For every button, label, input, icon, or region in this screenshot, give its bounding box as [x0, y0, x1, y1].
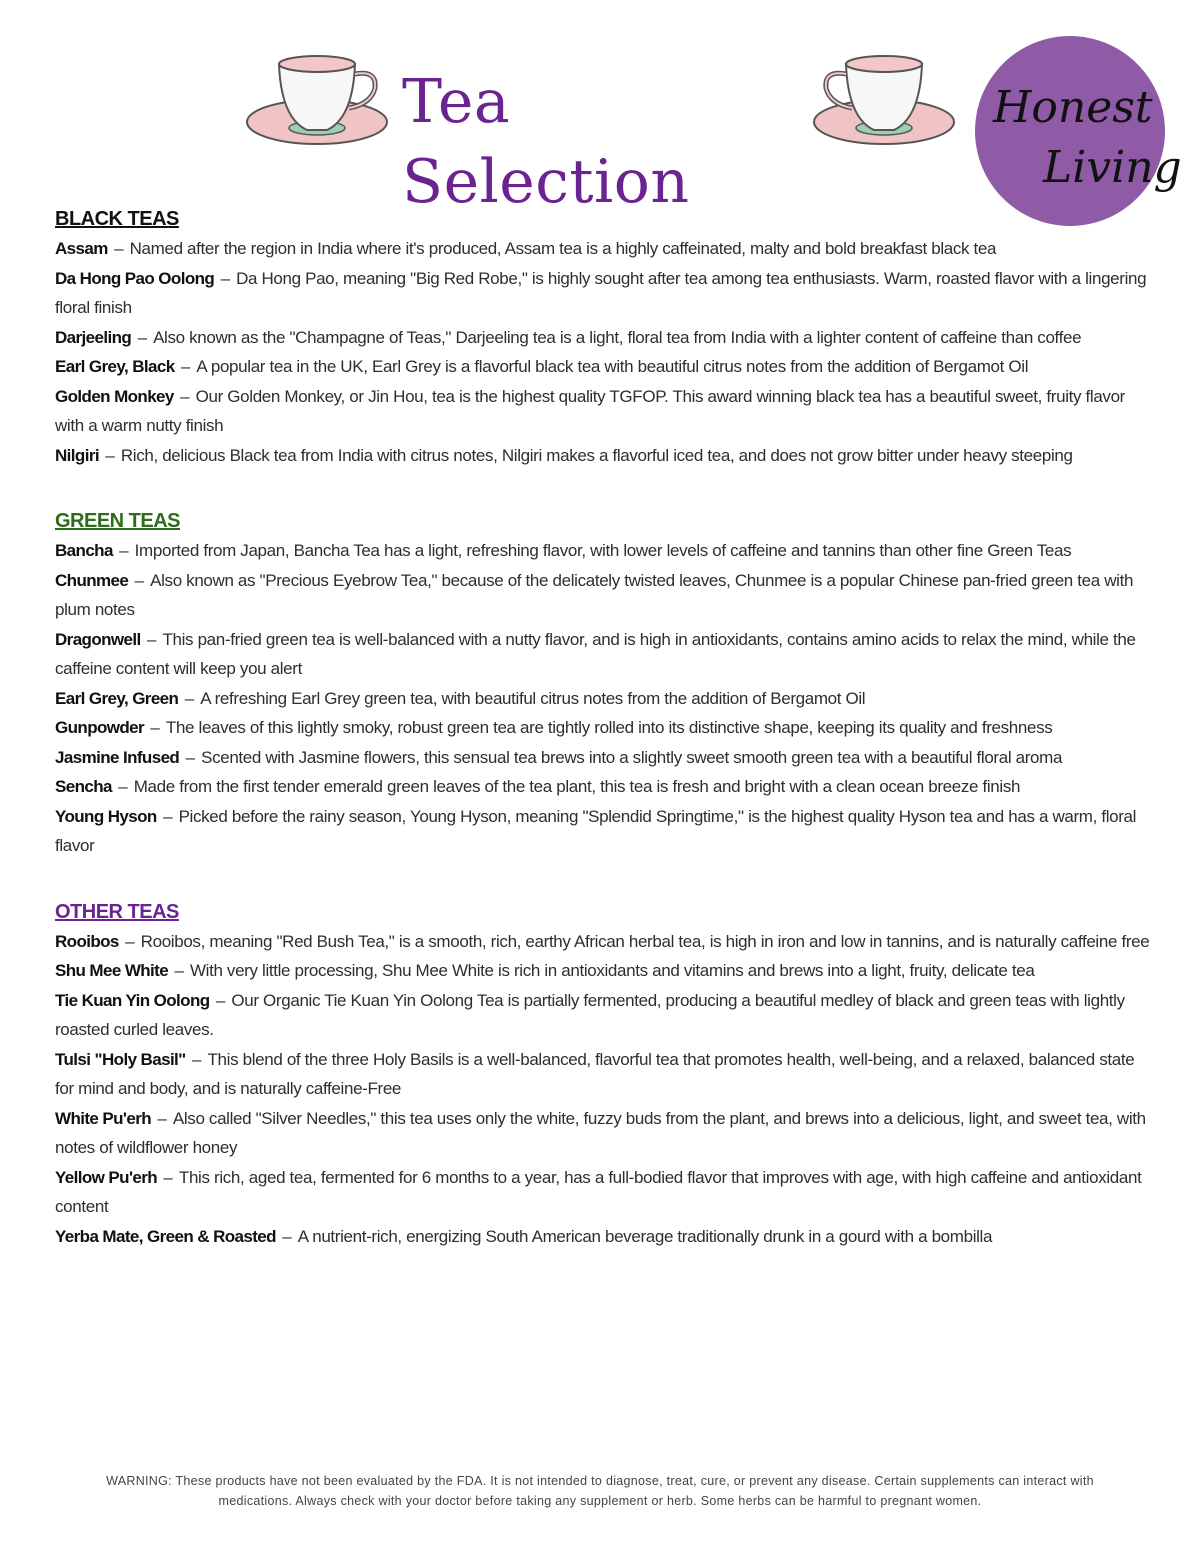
tea-item: [55, 323, 1150, 353]
tea-description: Also known as the "Champagne of Teas," Darjeeling tea is a light, floral tea from India with a lighter content of caffeine than coffee: [153, 327, 1082, 347]
tea-item: [55, 1163, 1150, 1222]
tea-name: Tulsi "Holy Basil": [55, 1049, 186, 1069]
section-green-teas: [55, 506, 1150, 861]
section-black-teas: [55, 204, 1150, 470]
tea-item: [55, 382, 1150, 441]
separator: –: [146, 718, 164, 737]
tea-item: [55, 1045, 1150, 1104]
tea-name: Young Hyson: [55, 806, 157, 826]
tea-name: Yerba Mate, Green & Roasted: [55, 1226, 276, 1246]
separator: –: [153, 1108, 171, 1128]
separator: –: [187, 1049, 206, 1069]
tea-name: White Pu'erh: [55, 1108, 152, 1128]
tea-item: [55, 713, 1150, 743]
tea-item: [55, 743, 1150, 773]
tea-description: Named after the region in India where it's produced, Assam tea is a highly caffeinated, malty and bold breakfast black tea: [129, 239, 997, 258]
tea-name: Da Hong Pao Oolong: [55, 268, 215, 288]
tea-description: With very little processing, Shu Mee White is rich in antioxidants and vitamins and brews into a light, fruity, delicate tea: [189, 961, 1035, 980]
tea-item: [55, 772, 1150, 802]
teacup-icon: [245, 52, 395, 152]
tea-description: This rich, aged tea, fermented for 6 months to a year, has a full-bodied flavor that improves with age, with high caffeine and antioxidant content: [55, 1167, 1142, 1216]
tea-description: A nutrient-rich, energizing South American beverage traditionally drunk in a gourd with a bombilla: [297, 1226, 993, 1246]
separator: –: [142, 629, 161, 649]
tea-name: Dragonwell: [55, 629, 141, 649]
separator: –: [216, 268, 235, 288]
separator: –: [100, 445, 119, 465]
tea-item: [55, 625, 1150, 684]
tea-description: Picked before the rainy season, Young Hyson, meaning "Splendid Springtime," is the highest quality Hyson tea and has a warm, floral flavor: [55, 806, 1137, 855]
tea-item: [55, 802, 1150, 861]
tea-item: [55, 927, 1150, 957]
tea-description: A refreshing Earl Grey green tea, with beautiful citrus notes from the addition of Bergamot Oil: [200, 688, 866, 708]
page-title: Tea Selection: [402, 67, 690, 217]
header: [0, 0, 1200, 217]
tea-item: [55, 1222, 1150, 1252]
separator: –: [158, 806, 177, 826]
tea-description: This blend of the three Holy Basils is a well-balanced, flavorful tea that promotes health, well-being, and a relaxed, balanced state for mind and body, and is naturally caffeine-Free: [55, 1049, 1135, 1098]
logo-line1: Honest: [993, 82, 1153, 133]
tea-description: Rich, delicious Black tea from India with citrus notes, Nilgiri makes a flavorful iced tea, and does not grow bitter under heavy steeping: [120, 445, 1073, 465]
section-title: GREEN TEAS: [55, 510, 181, 532]
separator: –: [120, 931, 139, 951]
logo-line2: Living: [1043, 142, 1182, 193]
section-title: OTHER TEAS: [55, 900, 179, 923]
tea-name: Shu Mee White: [55, 961, 169, 980]
separator: –: [130, 570, 149, 590]
fda-warning: WARNING: These products have not been evaluated by the FDA. It is not intended to diagnose, treat, cure, or prevent any disease. Certain supplements can interact with medications. Always check with your doctor before taking any supplement or herb. Some herbs can be harmful to pregnant women.: [106, 1474, 1094, 1508]
tea-description: The leaves of this lightly smoky, robust green tea are tightly rolled into its distinctive shape, keeping its quality and freshness: [165, 718, 1053, 737]
tea-name: Chunmee: [55, 570, 129, 590]
tea-name: Darjeeling: [55, 327, 132, 347]
separator: –: [277, 1226, 296, 1246]
tea-description: Made from the first tender emerald green leaves of the tea plant, this tea is fresh and bright with a clean ocean breeze finish: [133, 777, 1021, 796]
separator: –: [113, 777, 132, 796]
tea-description: Scented with Jasmine flowers, this sensual tea brews into a slightly sweet smooth green tea with a beautiful floral aroma: [201, 747, 1063, 767]
section-other-teas: [55, 897, 1150, 1252]
separator: –: [176, 357, 195, 376]
tea-item: [55, 986, 1150, 1045]
tea-name: Earl Grey, Black: [55, 357, 175, 376]
honest-living-logo: [973, 34, 1182, 228]
tea-name: Nilgiri: [55, 445, 99, 465]
tea-menu: [55, 204, 1150, 1251]
tea-item: [55, 234, 1150, 264]
tea-name: Tie Kuan Yin Oolong: [55, 990, 210, 1010]
tea-name: Golden Monkey: [55, 386, 174, 406]
tea-name: Gunpowder: [55, 718, 145, 737]
tea-description: This pan-fried green tea is well-balanced with a nutty flavor, and is high in antioxidants, contains amino acids to relax the mind, while the caffeine content will keep you alert: [55, 629, 1136, 678]
separator: –: [211, 990, 230, 1010]
tea-name: Earl Grey, Green: [55, 688, 179, 708]
separator: –: [114, 541, 133, 560]
separator: –: [180, 688, 199, 708]
tea-item: [55, 536, 1150, 566]
tea-description: Da Hong Pao, meaning "Big Red Robe," is highly sought after tea among tea enthusiasts. Warm, roasted flavor with a lingering floral finish: [55, 268, 1147, 317]
tea-item: [55, 566, 1150, 625]
tea-name: Jasmine Infused: [55, 747, 180, 767]
tea-name: Bancha: [55, 541, 113, 560]
tea-name: Rooibos: [55, 931, 119, 951]
section-title: BLACK TEAS: [55, 208, 179, 230]
tea-name: Assam: [55, 239, 108, 258]
tea-name: Yellow Pu'erh: [55, 1167, 158, 1187]
tea-list: [55, 234, 1150, 470]
tea-list: [55, 927, 1150, 1252]
tea-item: [55, 684, 1150, 714]
tea-description: Our Golden Monkey, or Jin Hou, tea is the highest quality TGFOP. This award winning black tea has a beautiful sweet, fruity flavor with a warm nutty finish: [55, 386, 1125, 435]
tea-item: [55, 352, 1150, 382]
separator: –: [159, 1167, 177, 1187]
separator: –: [175, 386, 194, 406]
separator: –: [109, 239, 128, 258]
tea-list: [55, 536, 1150, 861]
tea-description: Imported from Japan, Bancha Tea has a light, refreshing flavor, with lower levels of caffeine and tannins than other fine Green Teas: [134, 541, 1072, 560]
tea-description: Rooibos, meaning "Red Bush Tea," is a smooth, rich, earthy African herbal tea, is high in iron and low in tannins, and is naturally caffeine free: [140, 931, 1150, 951]
tea-name: Sencha: [55, 777, 112, 796]
tea-description: Also known as "Precious Eyebrow Tea," because of the delicately twisted leaves, Chunmee is a popular Chinese pan-fried green tea with plum notes: [55, 570, 1134, 619]
tea-item: [55, 1104, 1150, 1163]
tea-item: [55, 264, 1150, 323]
teacup-icon: [804, 52, 954, 152]
tea-item: [55, 956, 1150, 986]
tea-description: Also called "Silver Needles," this tea uses only the white, fuzzy buds from the plant, and brews into a delicious, light, and sweet tea, with notes of wildflower honey: [55, 1108, 1146, 1157]
tea-description: A popular tea in the UK, Earl Grey is a flavorful black tea with beautiful citrus notes from the addition of Bergamot Oil: [196, 357, 1029, 376]
tea-item: [55, 441, 1150, 471]
separator: –: [170, 961, 188, 980]
separator: –: [181, 747, 200, 767]
tea-description: Our Organic Tie Kuan Yin Oolong Tea is partially fermented, producing a beautiful medley of black and green teas with lightly roasted curled leaves.: [55, 990, 1125, 1039]
separator: –: [133, 327, 152, 347]
